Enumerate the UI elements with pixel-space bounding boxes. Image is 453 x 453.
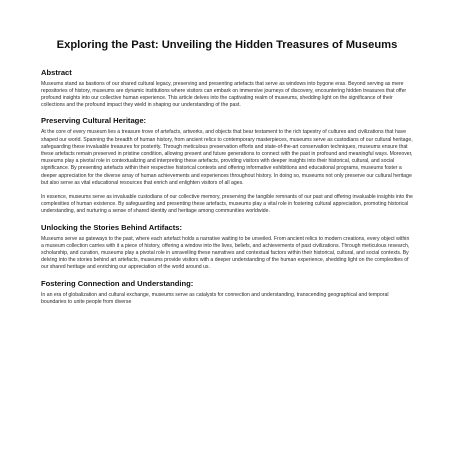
- paragraph: In essence, museums serve as invaluable custodians of our collective memory, preserving the tangible remnants of our past and offering invaluable insights into the complexities of human existence. By safeguarding and presenting these artefacts, museums play a vital role in fostering cultural appreciation, promoting historical understanding, and nurturing a sense of shared identity and heritage among communities worldwide.: [41, 193, 413, 215]
- section-heading: Abstract: [41, 67, 72, 77]
- paragraph: Museums serve as gateways to the past, where each artefact holds a narrative waiting to be unveiled. From ancient relics to modern creations, every object within a museum collection carries with it a piece of history, offering a window into the lives, beliefs, and achievements of past civilizations. Through meticulous research, scholarship, and curation, museums play a pivotal role in unravelling these narratives and contextual factors within their historical, cultural, and social contexts. By delving into the stories behind art artefacts, museums provide visitors with a deeper understanding of the human experience, shedding light on the complexities of our shared heritage and enriching our appreciation of the world around us.: [41, 235, 410, 271]
- section-abstract: [41, 68, 413, 110]
- paragraph: At the core of every museum lies a treasure trove of artefacts, artworks, and objects that bear testament to the rich tapestry of cultures and civilizations that have shaped our world. Spanning the breadth of human history, from ancient relics to contemporary masterpieces, museums serve as custodians of our cultural heritage, safeguarding these invaluable treasures for posterity. Through meticulous preservation efforts and state-of-the-art conservation techniques, museums ensure that these artefacts remain preserved in pristine condition, allowing present and future generations to connect with the past in profound and meaningful ways. Moreover, museums play a pivotal role in contextualizing and interpreting these artefacts, providing visitors with deeper insights into their historical, cultural, and social significance. By presenting artefacts within their respective historical contexts and offering informative exhibitions and educational programs, museums foster a deeper appreciation for the diverse array of human achievements and experiences throughout history. In doing so, museums not only preserve our cultural heritage but also serve as vital educational resources that enrich and enlighten visitors of all ages.: [41, 129, 413, 186]
- paragraph: Museums stand as bastions of our shared cultural legacy, preserving and presenting artefacts that serve as windows into bygone eras. Beyond serving as mere repositories of history, museums are dynamic institutions where visitors can embark on immersive journeys of discovery, encountering hidden treasures that offer profound insights into our collective human experience. This article delves into the captivating realm of museums, shedding light on the significance of their collections and the profound impact they wield in shaping our understanding of the past.: [41, 80, 407, 109]
- document-title: Exploring the Past: Unveiling the Hidden Treasures of Museums: [56, 39, 398, 51]
- section-heading: Preserving Cultural Heritage:: [41, 116, 147, 126]
- section-fostering-connection: [41, 279, 413, 306]
- section-heading: Unlocking the Stories Behind Artifacts:: [41, 222, 183, 232]
- section-unlocking-stories: [41, 223, 413, 272]
- paragraph: In an era of globalization and cultural exchange, museums serve as catalysts for connection and understanding, transcending geographical and temporal boundaries to unite people from diverse: [41, 291, 389, 305]
- section-heading: Fostering Connection and Understanding:: [41, 278, 194, 288]
- section-preserving-cultural-heritage: [41, 116, 413, 215]
